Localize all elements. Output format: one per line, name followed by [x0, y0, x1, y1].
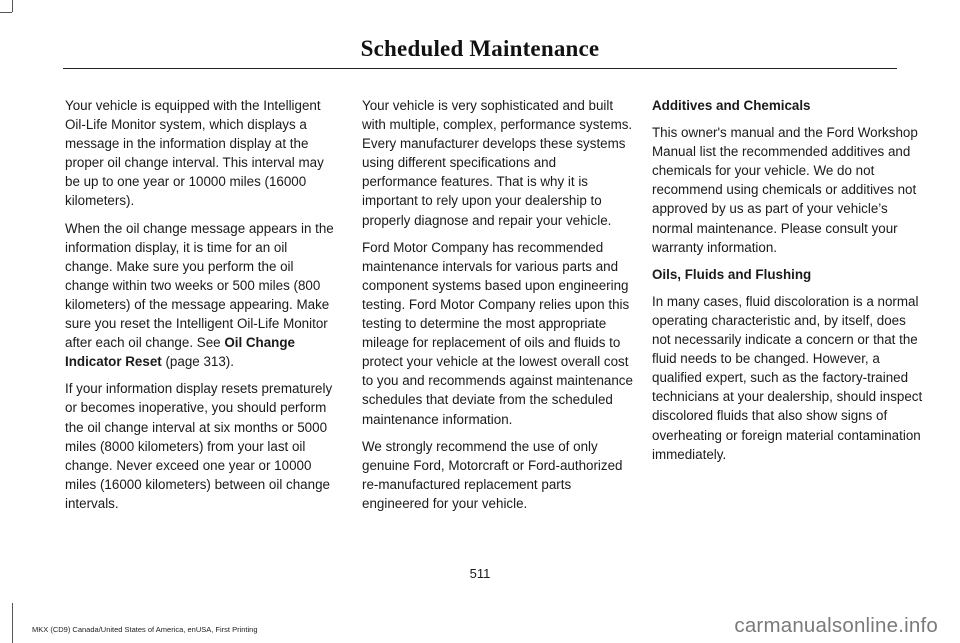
paragraph-text: When the oil change message appears in the information display, it is time for an oil change. Make sure you perform the oil change within two weeks or 500 miles (800 kilometers) of the message appearing. Make sure you reset the Intelligent Oil-Life Monitor after each oil change. See — [65, 220, 334, 351]
page-title: Scheduled Maintenance — [360, 36, 600, 61]
header-divider — [63, 68, 897, 69]
paragraph: Your vehicle is equipped with the Intelligent Oil-Life Monitor system, which displays a message in the information display at the proper oil change interval. This interval may be up to one year or 10000 miles (16000 kilometers). — [65, 98, 324, 209]
paragraph: This owner's manual and the Ford Workshop Manual list the recommended additives and chemicals for your vehicle. We do not recommend using chemicals or additives not approved by us as part of your vehicle’s normal maintenance. Please consult your warranty information. — [652, 125, 918, 255]
paragraph: In many cases, fluid discoloration is a normal operating characteristic and, by itself, does not necessarily indicate a concern or that the fluid needs to be changed. However, a qualified expert, such as the factory-trained technicians at your dealership, should inspect discolored fluids that also show signs of overheating or foreign material contamination immediately. — [652, 293, 923, 462]
crop-mark-top-left — [12, 0, 13, 12]
text-column-3 — [652, 96, 924, 472]
crop-mark-bottom-left — [12, 603, 13, 643]
cross-reference-link[interactable]: Oil Change Indicator Reset — [65, 335, 295, 370]
section-heading: Oils, Fluids and Flushing — [652, 266, 812, 282]
printing-note: MKX (CD9) Canada/United States of America, enUSA, First Printing — [32, 625, 258, 634]
page-number: 511 — [469, 566, 491, 581]
text-column-2 — [362, 96, 634, 521]
watermark: carmanualsonline.info — [734, 614, 938, 637]
paragraph: Ford Motor Company has recommended maintenance intervals for various parts and component systems based upon engineering testing. Ford Motor Company relies upon this testing to determine the most appropriate mileage for replacement of oils and fluids to protect your vehicle at the lowest overall cost to you and recommends against maintenance schedules that deviate from the scheduled maintenance information. — [362, 239, 633, 427]
section-heading: Additives and Chemicals — [652, 98, 811, 113]
crop-mark-top-left-h — [0, 12, 12, 13]
paragraph-with-reference — [65, 219, 337, 372]
text-column-1 — [65, 96, 337, 521]
paragraph: If your information display resets prematurely or becomes inoperative, you should perform the oil change interval at six months or 5000 miles (8000 kilometers) from your last oil change. Never exceed one year or 10000 miles (16000 kilometers) between oil change intervals. — [65, 381, 333, 511]
paragraph: Your vehicle is very sophisticated and built with multiple, complex, performance systems. Every manufacturer develops these systems using different specifications and performance features. That is why it is important to rely upon your dealership to properly diagnose and repair your vehicle. — [362, 98, 633, 228]
page-reference: (page 313). — [161, 354, 234, 370]
paragraph: We strongly recommend the use of only genuine Ford, Motorcraft or Ford-authorized re-manufactured replacement parts engineered for your vehicle. — [362, 438, 623, 511]
